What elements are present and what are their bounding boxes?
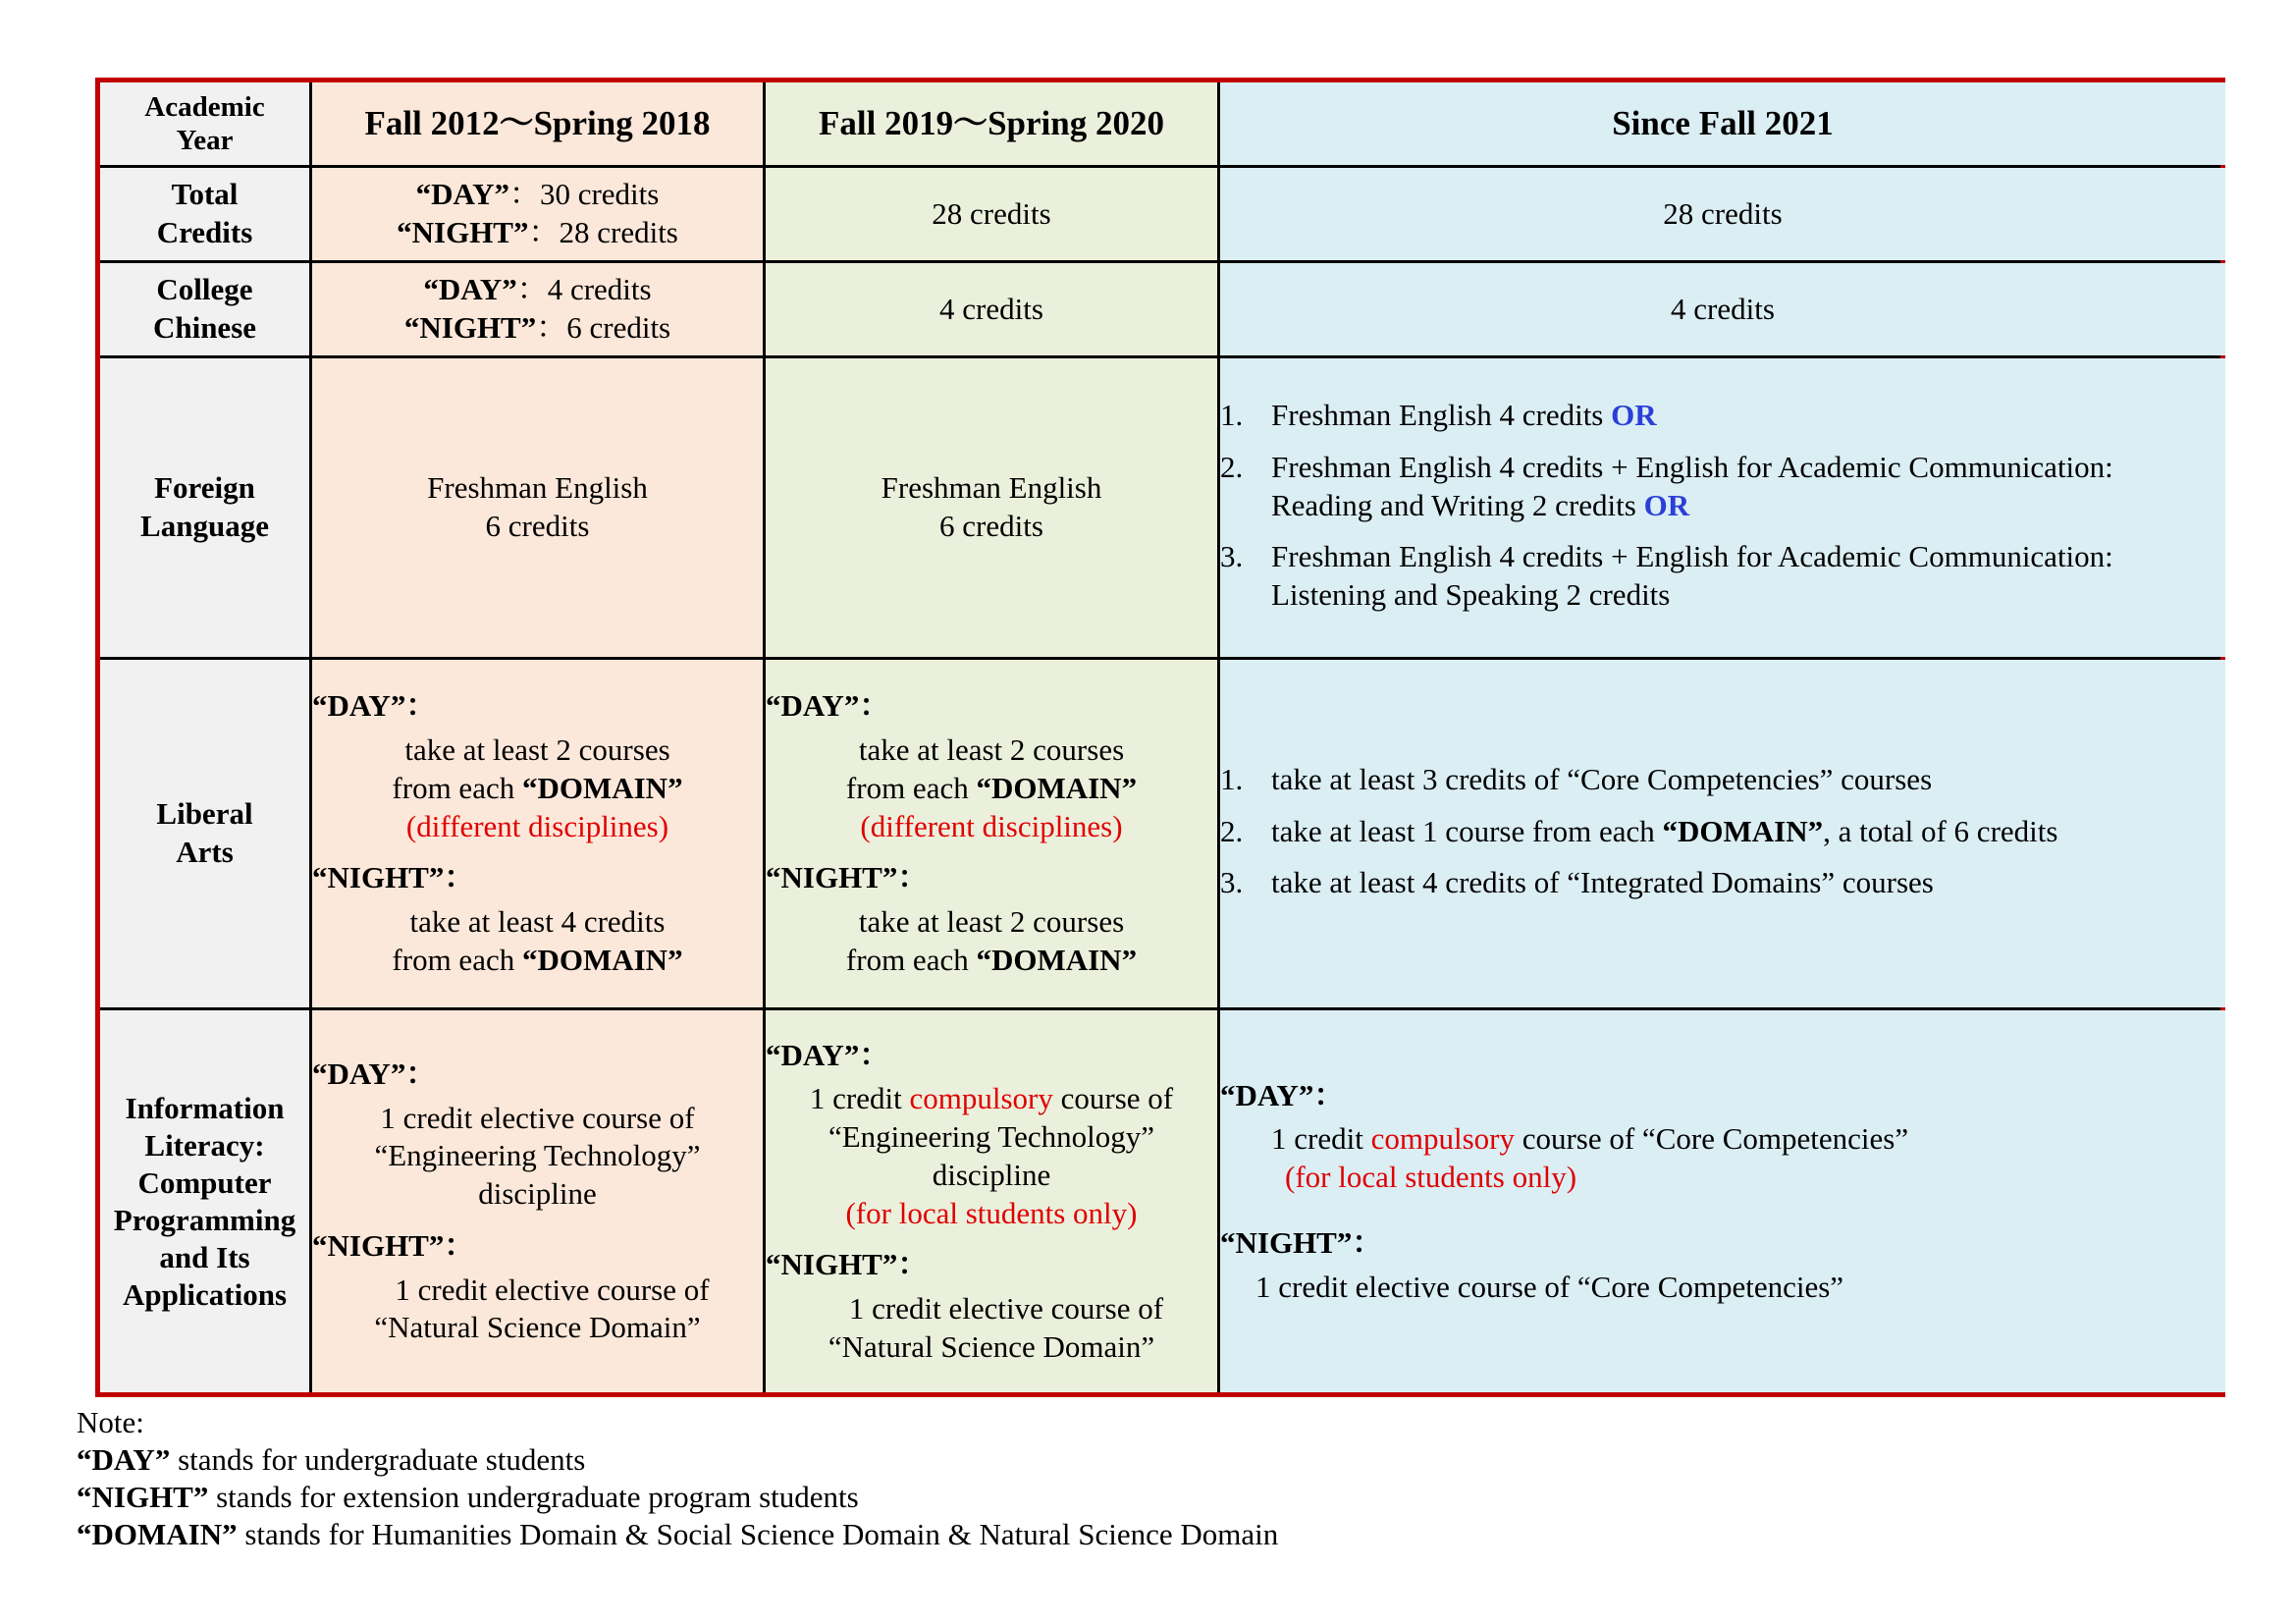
list-item: 1. Freshman English 4 credits OR [1220, 398, 1657, 433]
header-col2 [766, 82, 1217, 165]
foreign-language-col3 [1220, 358, 2225, 657]
foreign-language-options [1220, 397, 2206, 628]
foreign-language-label: Foreign Language [140, 470, 269, 543]
information-literacy-label: Literacy: [144, 1127, 265, 1163]
requirement-text: discipline [932, 1157, 1051, 1192]
list-item: 1. take at least 3 credits of “Core Competencies” courses [1220, 761, 1933, 796]
day-label: “DAY”： [312, 688, 437, 724]
requirement-text: 1 credit elective course of [848, 1291, 1164, 1326]
academic-year-label: Academic Year [144, 91, 265, 156]
total-credits-col1 [312, 168, 763, 260]
day-label: “DAY”： [766, 688, 890, 724]
header-col1 [312, 82, 763, 165]
requirement-text: from each “DOMAIN” [392, 770, 683, 805]
information-literacy-label: Programming [113, 1202, 296, 1237]
foreign-language-label-cell [100, 358, 309, 657]
requirement-text: 1 credit compulsory course of “Core Competencies” [1271, 1121, 1909, 1157]
requirement-text: from each “DOMAIN” [845, 942, 1138, 977]
total-credits-label: Total Credits [156, 177, 253, 249]
day-label: “DAY”： [1220, 1077, 1345, 1112]
information-literacy-label: Computer [137, 1164, 272, 1200]
liberal-arts-col2 [766, 660, 1217, 1007]
liberal-arts-requirements [1220, 761, 2225, 916]
header-col3 [1220, 82, 2225, 165]
information-literacy-label-cell [100, 1010, 309, 1392]
college-chinese-col3 [1220, 263, 2225, 355]
row-divider [100, 657, 2220, 660]
liberal-arts-label: Liberal Arts [156, 796, 253, 869]
college-chinese-value: 4 credits [939, 291, 1043, 326]
period-2-heading: Fall 2019～Spring 2020 [819, 104, 1164, 143]
note-item: “DAY” stands for undergraduate students [77, 1442, 586, 1477]
row-divider [100, 260, 2220, 263]
college-chinese-col1 [312, 263, 763, 355]
information-literacy-col3 [1220, 1010, 2225, 1392]
college-chinese-night: “NIGHT”：6 credits [403, 310, 671, 345]
requirement-note: (for local students only) [1285, 1160, 1577, 1195]
note-item: “DOMAIN” stands for Humanities Domain & Social Science Domain & Natural Science Domain [77, 1517, 1279, 1551]
liberal-arts-col1 [312, 660, 763, 1007]
notes-section [77, 1404, 1278, 1553]
requirement-note: (different disciplines) [860, 808, 1123, 843]
column-divider [309, 82, 312, 1392]
requirement-note: (different disciplines) [405, 808, 669, 843]
requirement-text: “Natural Science Domain” [828, 1328, 1155, 1364]
total-credits-value: 28 credits [932, 195, 1051, 231]
requirement-text: 1 credit elective course of [395, 1272, 710, 1307]
college-chinese-label-cell [100, 263, 309, 355]
requirement-text: take at least 2 courses [404, 732, 670, 768]
list-item: 3. Freshman English 4 credits + English for Academic Communication: Listening and Speaking 2 credits [1220, 539, 2113, 613]
foreign-language-credits: 6 credits [485, 509, 590, 543]
information-literacy-label: Applications [122, 1276, 288, 1312]
requirement-text: from each “DOMAIN” [392, 942, 683, 977]
column-divider [1217, 82, 1220, 1392]
foreign-language-credits: 6 credits [939, 509, 1043, 543]
total-credits-value: 28 credits [1663, 195, 1783, 231]
foreign-language-course: Freshman English [881, 470, 1102, 506]
requirement-text: from each “DOMAIN” [845, 770, 1138, 805]
total-credits-night: “NIGHT”：28 credits [397, 215, 678, 249]
period-1-heading: Fall 2012～Spring 2018 [364, 104, 711, 143]
requirement-text: take at least 4 credits [409, 904, 666, 940]
college-chinese-label: College Chinese [152, 272, 257, 345]
liberal-arts-label-cell [100, 660, 309, 1007]
header-row-label [100, 82, 309, 165]
total-credits-label-cell [100, 168, 309, 260]
list-item: 3. take at least 4 credits of “Integrated Domains” courses [1220, 865, 1934, 900]
day-label: “DAY”： [312, 1056, 437, 1091]
requirement-text: take at least 2 courses [858, 904, 1125, 940]
night-label: “NIGHT”： [312, 1227, 475, 1263]
requirement-text: 1 credit elective course of “Core Competencies” [1255, 1269, 1844, 1304]
total-credits-col3 [1220, 168, 2225, 260]
night-label: “NIGHT”： [312, 860, 475, 895]
period-3-heading: Since Fall 2021 [1612, 104, 1834, 143]
requirement-text: discipline [478, 1176, 597, 1212]
foreign-language-col2 [766, 358, 1217, 657]
notes-title: Note: [77, 1405, 144, 1439]
liberal-arts-col3 [1220, 660, 2225, 1007]
foreign-language-course: Freshman English [427, 470, 648, 506]
row-divider [100, 1007, 2220, 1010]
night-label: “NIGHT”： [766, 860, 929, 895]
column-divider [763, 82, 766, 1392]
requirement-text: take at least 2 courses [858, 732, 1125, 768]
college-chinese-value: 4 credits [1671, 291, 1775, 326]
college-chinese-col2 [766, 263, 1217, 355]
requirement-text: 1 credit compulsory course of [809, 1081, 1174, 1116]
information-literacy-col2 [766, 1010, 1217, 1392]
requirement-text: “Natural Science Domain” [374, 1310, 701, 1345]
day-label: “DAY”： [766, 1037, 890, 1072]
night-label: “NIGHT”： [1220, 1224, 1383, 1260]
total-credits-day: “DAY”：30 credits [415, 177, 660, 212]
requirement-note: (for local students only) [845, 1195, 1138, 1230]
total-credits-col2 [766, 168, 1217, 260]
note-item: “NIGHT” stands for extension undergraduate program students [77, 1480, 859, 1514]
requirement-text: 1 credit elective course of [380, 1100, 695, 1135]
requirement-text: “Engineering Technology” [374, 1138, 701, 1173]
row-divider [100, 355, 2220, 358]
list-item: 2. Freshman English 4 credits + English for Academic Communication: Reading and Writing 2 credits OR [1220, 449, 2113, 522]
list-item: 2. take at least 1 course from each “DOMAIN”, a total of 6 credits [1220, 813, 2058, 848]
information-literacy-label: and Its [159, 1239, 250, 1274]
information-literacy-col1 [312, 1010, 763, 1392]
information-literacy-label: Information [125, 1090, 285, 1125]
night-label: “NIGHT”： [766, 1247, 929, 1282]
foreign-language-col1 [312, 358, 763, 657]
row-divider [100, 165, 2220, 168]
curriculum-table [95, 78, 2225, 1397]
college-chinese-day: “DAY”：4 credits [423, 272, 652, 307]
requirement-text: “Engineering Technology” [828, 1119, 1155, 1154]
